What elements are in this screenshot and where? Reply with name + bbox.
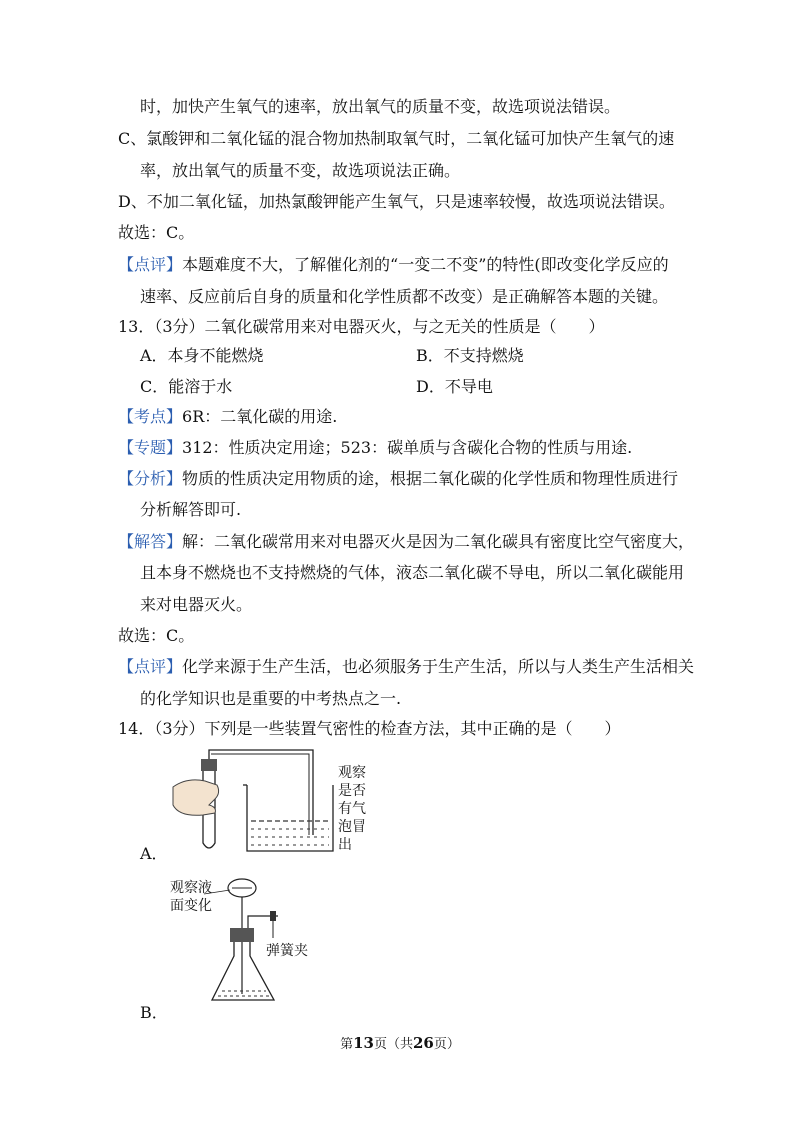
kaodian-text: 6R：二氧化碳的用途.: [182, 407, 338, 426]
zhuanti-tag: 【专题】: [118, 438, 183, 457]
text-line: 速率、反应前后自身的质量和化学性质都不改变）是正确解答本题的关键。: [140, 287, 669, 306]
dianping-text: 化学来源于生产生活，也必须服务于生产生活，所以与人类生产生活相关: [182, 657, 695, 676]
figure-b-label: B．: [140, 1003, 168, 1022]
option-b: B．不支持燃烧: [416, 346, 524, 365]
page-footer: [0, 1034, 800, 1054]
text-line: 分析解答即可.: [140, 500, 242, 519]
question-14: 14．（3分）下列是一些装置气密性的检查方法，其中正确的是（ ）: [118, 719, 621, 738]
figure-b-apparatus: [200, 876, 300, 1008]
footer-prefix: 第: [340, 1037, 354, 1052]
text-line: 的化学知识也是重要的中考热点之一.: [140, 689, 402, 708]
text-line: 故选：C。: [118, 626, 195, 645]
option-c: C．能溶于水: [140, 377, 233, 396]
kaodian-tag: 【考点】: [118, 407, 183, 426]
fenxi-line: [118, 468, 678, 490]
text-line: 且本身不燃烧也不支持燃烧的气体，液态二氧化碳不导电，所以二氧化碳能用: [140, 563, 685, 582]
fenxi-text: 物质的性质决定用物质的途，根据二氧化碳的化学性质和物理性质进行: [182, 469, 679, 488]
jieda-text: 解：二氧化碳常用来对电器灭火是因为二氧化碳具有密度比空气密度大，: [182, 532, 695, 551]
option-a: A．本身不能燃烧: [140, 346, 264, 365]
question-13: 13．（3分）二氧化碳常用来对电器灭火，与之无关的性质是（ ）: [118, 317, 605, 336]
figure-a-apparatus: [165, 745, 355, 860]
caption-line: 观察液: [170, 880, 212, 896]
footer-page: 13: [353, 1034, 374, 1052]
text-line: 率，放出氧气的质量不变，故选项说法正确。: [140, 161, 461, 180]
footer-suffix: 页）: [433, 1037, 460, 1052]
comment-tag: 【点评】: [118, 255, 183, 274]
caption-line: 观察: [338, 765, 366, 781]
figure-a-label: A．: [140, 844, 168, 863]
caption-line: 出: [338, 837, 352, 853]
text-line: 时，加快产生氧气的速率，放出氧气的质量不变，故选项说法错误。: [140, 97, 621, 116]
footer-mid: 页（共: [373, 1037, 413, 1052]
dianping-tag: 【点评】: [118, 657, 183, 676]
text-line: D、不加二氧化锰，加热氯酸钾能产生氧气，只是速率较慢，故选项说法错误。: [118, 192, 675, 211]
footer-total: 26: [413, 1034, 434, 1052]
fenxi-tag: 【分析】: [118, 469, 183, 488]
dianping-line: [118, 656, 694, 678]
zhuanti-line: [118, 437, 632, 459]
jieda-line: [118, 531, 694, 553]
caption-line: 有气: [338, 801, 366, 817]
option-d: D．不导电: [416, 377, 493, 396]
figure-a-caption: [338, 764, 368, 854]
caption-line: 面变化: [170, 898, 212, 914]
kaodian-line: [118, 406, 337, 428]
comment-text: 本题难度不大，了解催化剂的“一变二不变”的特性(即改变化学反应的: [182, 255, 669, 274]
text-line: 来对电器灭火。: [140, 595, 253, 614]
zhuanti-text: 312：性质决定用途；523：碳单质与含碳化合物的性质与用途.: [182, 438, 633, 457]
text-line: C、氯酸钾和二氧化锰的混合物加热制取氧气时，二氧化锰可加快产生氧气的速: [118, 129, 675, 148]
comment-line: [118, 254, 669, 276]
caption-line: 是否: [338, 783, 366, 799]
jieda-tag: 【解答】: [118, 532, 183, 551]
text-line: 故选：C。: [118, 223, 195, 242]
clamp-label: 弹簧夹: [266, 943, 308, 959]
caption-line: 泡冒: [338, 819, 366, 835]
